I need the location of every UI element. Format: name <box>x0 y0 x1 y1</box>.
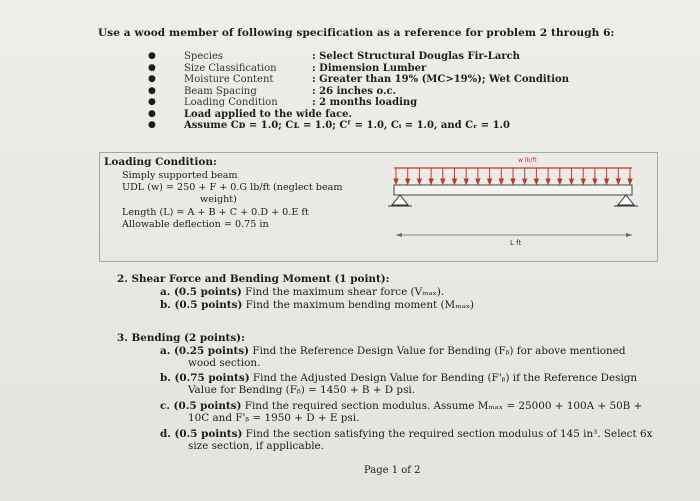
document-page: Use a wood member of following specification as a reference for problem 2 through 6: ● Species : Select Structural Douglas Fir-Larch ● Size Classification : Dimension Lumber ● Moisture Content : Greater than 19% (MC>19%); Wet Condition ● Beam Spacing : 26 inches o.c. ● Loading Condition : 2 months loading ● Load applied to the wide face. ● Assume Cᴅ = 1.0; Cʟ = 1.0; Cᶠ = 1.0, Cᵢ = 1.0, and Cᵣ = 1.0 Loading Condition: Simply supported beam UDL (w) = 250 + F + 0.G lb/ft (neglect beam weight) Length (L) = A + B + C + 0.D + 0.E ft Allowable deflection = 0.75 in w lb/ft L ft 2. Shear Force and Bending Moment (1 point): a. (0.5 points) Find the maximum shear force (Vₘₐₓ). b. (0.5 points) Find the maximum bending moment (Mₘₐₓ) 3. Bending (2 points): a. (0.25 points) Find the Reference Design Value for Bending (Fᵦ) for above mentioned wood section. b. (0.75 points) Find the Adjusted Design Value for Bending (F'ᵦ) if the Reference Design Value for Bending (Fᵦ) = 1450 + B + D psi. c. (0.5 points) Find the required section modulus. Assume Mₘₐₓ = 25000 + 100A + 50B + 10C and F'ᵦ = 1950 + D + E psi. d. (0.5 points) Find the section satisfying the required section modulus of 145 in³. Select 6x size section, if applicable. Page 1 of 2 <box>0 0 700 501</box>
load-arrowhead <box>605 179 609 184</box>
q3-c-cont: 10C and F'ᵦ = 1950 + D + E psi. <box>188 412 360 424</box>
q3-d-cont: size section, if applicable. <box>188 440 324 452</box>
pin-support-icon <box>392 195 408 205</box>
load-arrowhead <box>406 179 410 184</box>
load-arrowhead <box>628 179 632 184</box>
load-label: w lb/ft <box>518 157 537 164</box>
load-arrowhead <box>616 179 620 184</box>
q2-title: 2. Shear Force and Bending Moment (1 point): <box>117 273 390 285</box>
q3-a: a. (0.25 points) Find the Reference Design Value for Bending (Fᵦ) for above mentioned <box>160 345 626 357</box>
page-number: Page 1 of 2 <box>364 465 421 476</box>
load-arrowhead <box>523 179 527 184</box>
span-label: L ft <box>510 239 522 247</box>
load-arrowhead <box>593 179 597 184</box>
support-text: Simply supported beam <box>122 170 238 181</box>
length-text: Length (L) = A + B + C + 0.D + 0.E ft <box>122 207 309 218</box>
load-arrowhead <box>558 179 562 184</box>
load-arrowhead <box>499 179 503 184</box>
load-arrowhead <box>546 179 550 184</box>
load-arrowhead <box>511 179 515 184</box>
q3-d: d. (0.5 points) Find the section satisfying the required section modulus of 145 in³. Select 6x <box>160 428 653 440</box>
pin-support-icon <box>618 195 634 205</box>
intro-text: Use a wood member of following specification as a reference for problem 2 through 6: <box>98 27 615 39</box>
load-arrowhead <box>429 179 433 184</box>
beam-diagram <box>388 155 648 255</box>
q3-c: c. (0.5 points) Find the required section modulus. Assume Mₘₐₓ = 25000 + 100A + 50B + <box>160 400 643 412</box>
bullet-icon: ● <box>148 62 156 73</box>
q2-a: a. (0.5 points) Find the maximum shear force (Vₘₐₓ). <box>160 286 445 298</box>
load-arrowhead <box>534 179 538 184</box>
load-arrowhead <box>394 179 398 184</box>
deflection-text: Allowable deflection = 0.75 in <box>122 219 269 230</box>
q3-b: b. (0.75 points) Find the Adjusted Design Value for Bending (F'ᵦ) if the Reference Design <box>160 372 638 384</box>
bullet-icon: ● <box>148 51 156 61</box>
q2-b: b. (0.5 points) Find the maximum bending moment (Mₘₐₓ) <box>160 299 475 311</box>
load-arrowhead <box>570 179 574 184</box>
q3-a-cont: wood section. <box>188 357 261 369</box>
bullet-icon: ● <box>148 108 156 119</box>
bullet-icon: ● <box>148 85 156 96</box>
load-arrowhead <box>476 179 480 184</box>
load-arrowhead <box>453 179 457 184</box>
bullet-icon: ● <box>148 120 156 130</box>
bullet-icon: ● <box>148 74 156 84</box>
arrow-right-icon <box>626 233 632 237</box>
q3-b-cont: Value for Bending (Fᵦ) = 1450 + B + D psi. <box>188 384 416 396</box>
udl-arrows <box>394 168 632 184</box>
load-arrowhead <box>581 179 585 184</box>
udl-text-cont: weight) <box>200 194 237 205</box>
bullet-icon: ● <box>148 97 156 107</box>
load-arrowhead <box>488 179 492 184</box>
load-arrowhead <box>464 179 468 184</box>
loading-heading: Loading Condition: <box>104 156 217 168</box>
load-arrowhead <box>441 179 445 184</box>
arrow-left-icon <box>396 233 402 237</box>
q3-title: 3. Bending (2 points): <box>117 332 245 344</box>
beam <box>394 185 632 195</box>
udl-text: UDL (w) = 250 + F + 0.G lb/ft (neglect beam <box>122 182 343 193</box>
load-arrowhead <box>417 179 421 184</box>
